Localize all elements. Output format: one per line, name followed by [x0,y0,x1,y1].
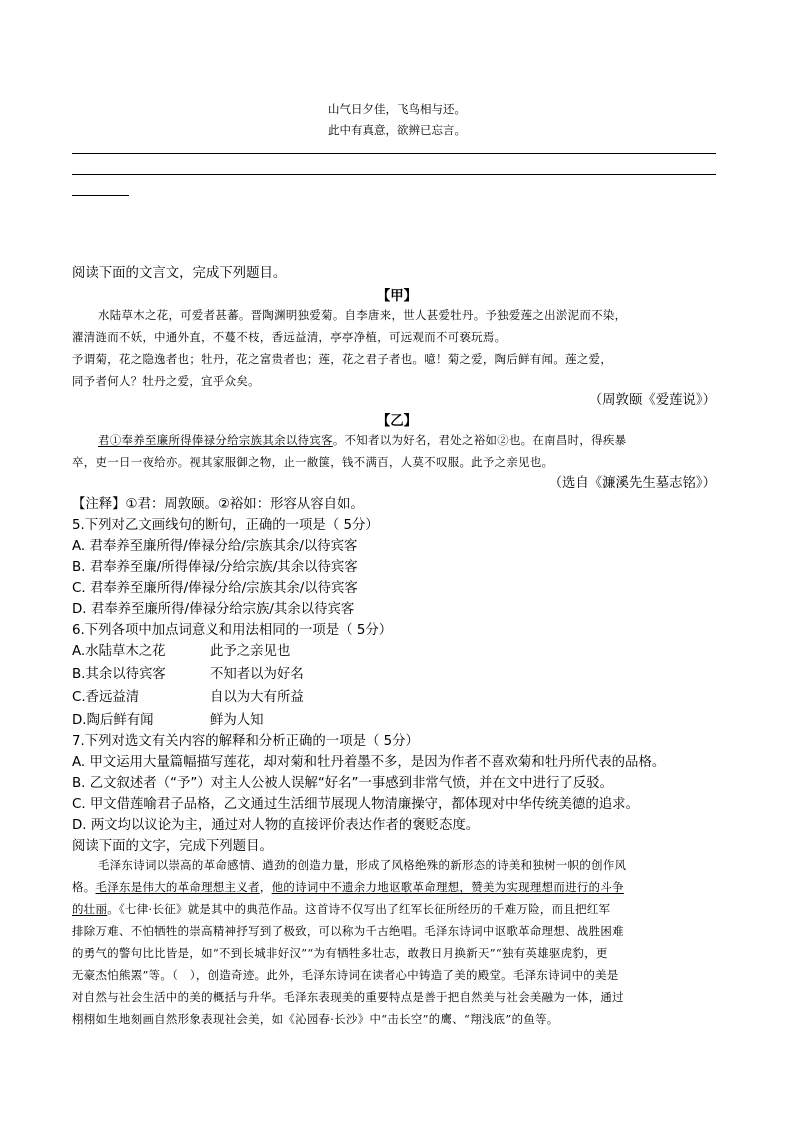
q7-option-c: C. 甲文借莲喻君子品格，乙文通过生活细节展现人物清廉操守，都体现对中华传统美德的追求。 [72,797,639,812]
s3-line-8: 栩栩如生地刻画自然形象表现社会美，如《沁园春·长沙》中“击长空”的鹰、“翔浅底”的鱼等。 [72,1012,559,1026]
q5-stem: 5.下列对乙文画线句的断句，正确的一项是（ 5分） [72,518,379,533]
jia-line-2: 濯清涟而不妖，中通外直，不蔓不枝，香远益清，亭亭净植，可远观而不可亵玩焉。 [72,330,507,344]
jia-line-4: 同予者何人？牡丹之爱，宜乎众矣。 [72,374,260,388]
s3-underline-2: 他的诗词中不遗余力地讴歌革命理想，赞美为实现理想而进行的斗争 [271,880,624,894]
answer-line-3 [72,195,129,196]
q6-option-a-right: 此予之亲见也 [210,644,291,659]
jia-heading: 【甲】 [376,289,418,304]
q6-option-b-right: 不知者以为好名 [210,667,304,682]
q6-stem: 6.下列各项中加点词意义和用法相同的一项是（ 5分） [72,623,393,638]
s3-line-2-a: 格。 [72,880,96,894]
jia-line-3: 予谓菊，花之隐逸者也；牡丹，花之富贵者也；莲，花之君子者也。噫！菊之爱，陶后鲜有闻。莲之爱， [72,352,613,366]
s3-line-2 [72,879,624,895]
q6-option-d-right: 鲜为人知 [210,713,264,728]
q6-option-a-left: A.水陆草木之花 [72,644,166,659]
s3-line-1: 毛泽东诗词以崇高的革命感情、遒劲的创造力量，形成了风格绝殊的新形态的诗美和独树一帜的创作风 [98,858,627,872]
answer-line-1 [72,153,716,154]
q6-option-d [72,709,732,728]
s3-line-6: 无豪杰怕熊罴”等。（ ），创造奇迹。此外，毛泽东诗词在读者心中铸造了美的殿堂。毛泽东诗词中的美是 [72,968,619,982]
q7-option-a: A. 甲文运用大量篇幅描写莲花，却对菊和牡丹着墨不多，是因为作者不喜欢菊和牡丹所代表的品格。 [72,755,666,770]
s3-line-7: 对自然与社会生活中的美的概括与升华。毛泽东表现美的重要特点是善于把自然美与社会美融为一体，通过 [72,990,624,1004]
q5-option-c: C. 君奉养至廉所得/俸禄分给/宗族其余/以待宾客 [72,581,358,596]
q6-option-c [72,686,732,705]
yi-underlined-sentence: 君①奉养至廉所得俸禄分给宗族其余以待宾客 [98,433,333,447]
section3-instruction: 阅读下面的文字，完成下列题目。 [72,839,273,854]
yi-source: （选自《濂溪先生墓志铭》） [548,476,716,491]
poem-line-2: 此中有真意，欲辨已忘言。 [328,123,466,137]
jia-line-1: 水陆草木之花，可爱者甚蕃。晋陶渊明独爱菊。自李唐来，世人甚爱牡丹。予独爱莲之出淤泥而不染， [98,308,627,322]
yi-line-1-rest: 。不知者以为好名，君处之裕如②也。在南昌时，得疾暴 [332,433,627,447]
q6-option-a [72,640,732,659]
s3-underline-2-cont: 的壮丽 [72,902,108,916]
q6-option-c-right: 自以为大有所益 [210,690,304,705]
section2-instruction: 阅读下面的文言文，完成下列题目。 [72,266,287,281]
q5-option-b: B. 君奉养至廉/所得俸禄/分给宗族/其余以待宾客 [72,560,358,575]
s3-line-5: 的勇气的警句比比皆是，如“不到长城非好汉”“为有牺牲多壮志，敢教日月换新天”“独有英雄驱虎豹，更 [72,946,608,960]
yi-heading: 【乙】 [376,414,418,429]
poem-line-1: 山气日夕佳，飞鸟相与还。 [328,102,466,116]
s3-line-2-c: ， [259,880,272,894]
yi-line-1 [98,432,626,448]
q6-option-b-left: B.其余以待宾客 [72,667,166,682]
answer-line-2 [72,174,716,175]
q5-option-d: D. 君奉养至廉所得/俸禄分给宗族/其余以待宾客 [72,602,355,617]
q6-option-d-left: D.陶后鲜有闻 [72,713,154,728]
s3-line-3 [72,901,610,917]
jia-source: （周敦颐《爱莲说》） [588,393,716,408]
annotation-note: 【注释】①君：周敦颐。②裕如：形容从容自如。 [72,497,364,512]
q7-stem: 7.下列对选文有关内容的解释和分析正确的一项是（ 5分） [72,734,419,749]
s3-line-4: 排除万难、不怕牺牲的崇高精神抒写到了极致，可以称为千古绝唱。毛泽东诗词中讴歌革命理想、战胜困难 [72,924,624,938]
s3-underline-1: 毛泽东是伟大的革命理想主义者 [95,880,260,894]
s3-line-3-rest: 。《七律·长征》就是其中的典范作品。这首诗不仅写出了红军长征所经历的千难万险，而且把红军 [107,902,611,916]
q7-option-d: D. 两文均以议论为主，通过对人物的直接评价表达作者的褒贬态度。 [72,818,480,833]
q6-option-b [72,663,732,682]
q5-option-a: A. 君奉养至廉所得/俸禄分给/宗族其余/以待宾客 [72,539,358,554]
q6-option-c-left: C.香远益清 [72,690,140,705]
q7-option-b: B. 乙文叙述者（“予”）对主人公被人误解“好名”一事感到非常气愤，并在文中进行了反驳。 [72,776,613,791]
yi-line-2: 卒，吏一日一夜给亦。视其家服御之物，止一敝箧，钱不满百，人莫不叹服。此予之亲见也。 [72,455,554,469]
